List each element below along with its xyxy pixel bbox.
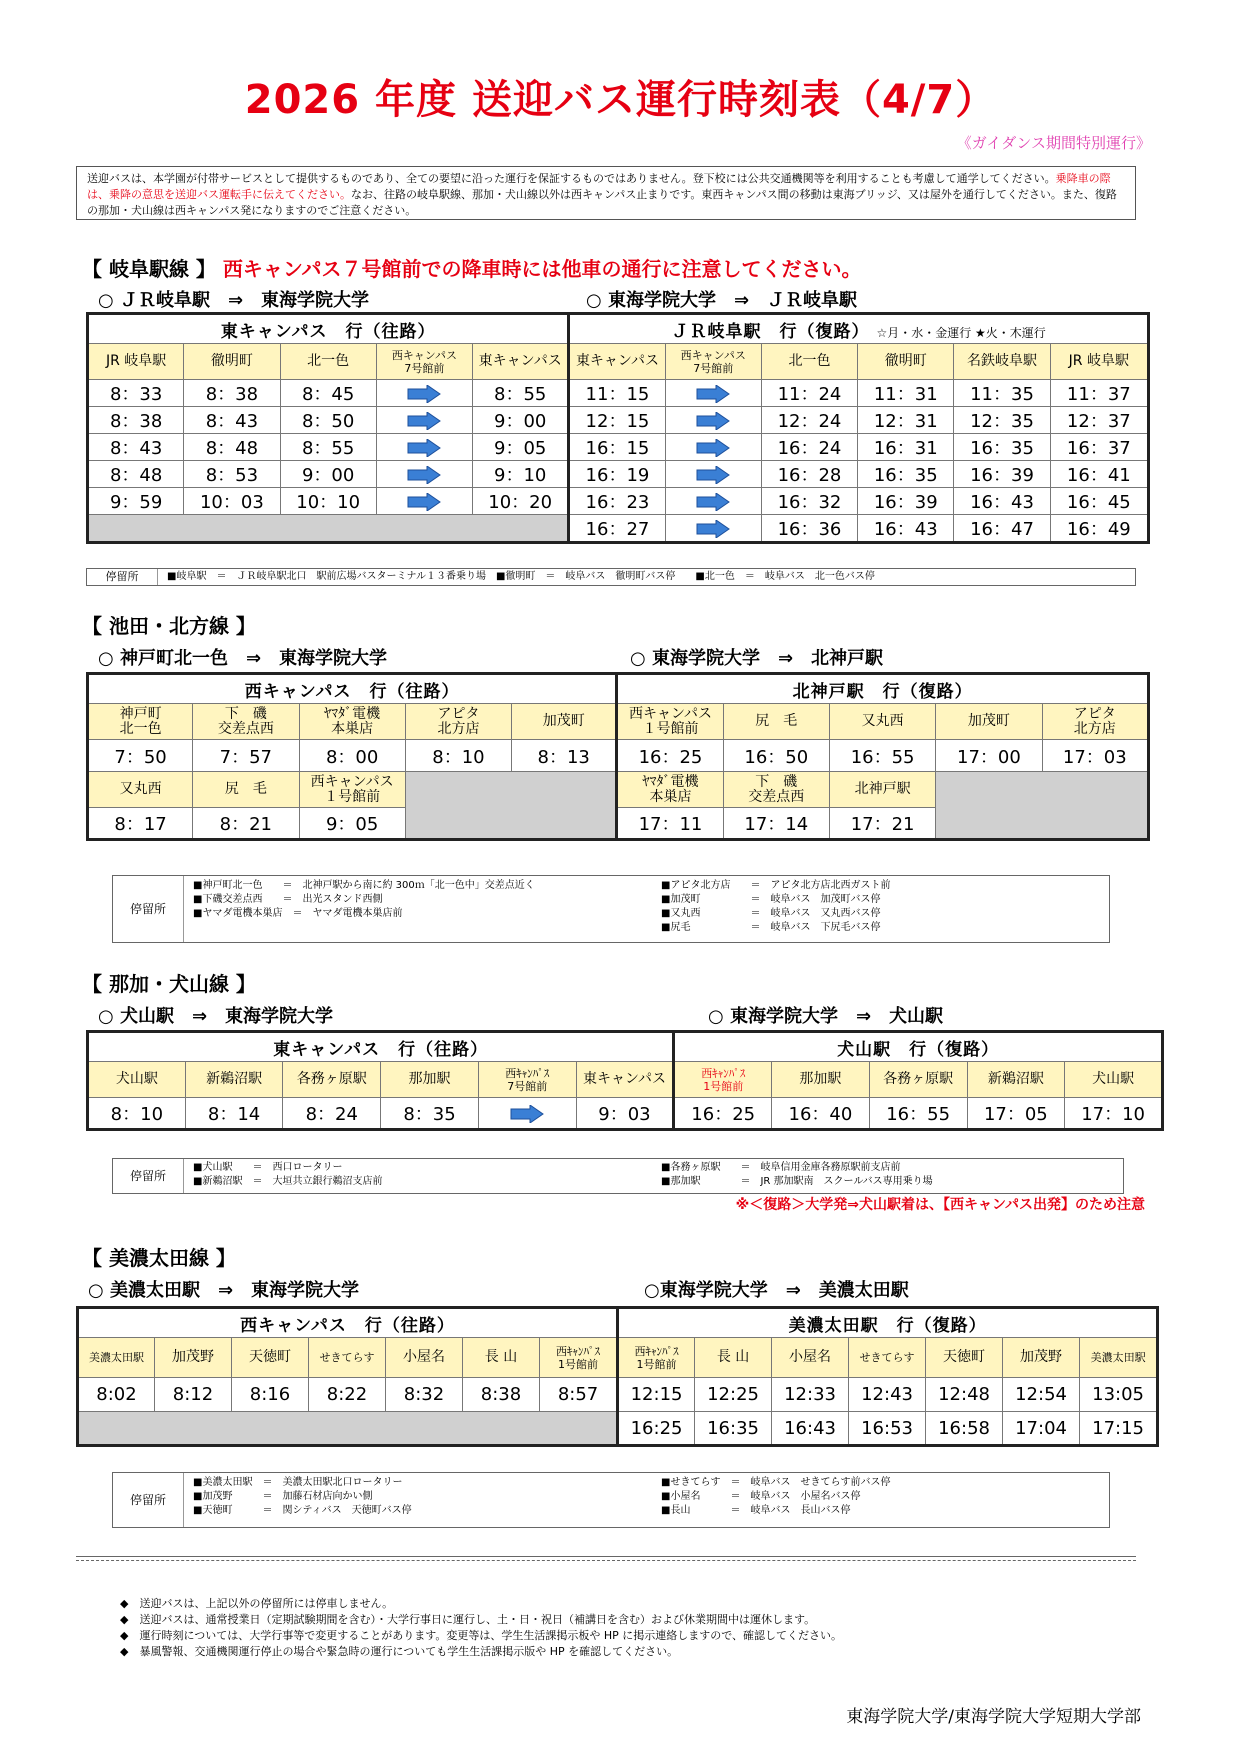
time-cell: 8：33	[88, 380, 184, 407]
station-header: せきてらす	[849, 1338, 926, 1378]
time-cell: 11：37	[1050, 380, 1148, 407]
station-header: 神戸町 北一色	[88, 704, 193, 740]
time-cell: 16：19	[569, 461, 665, 488]
station-header: 西キャンパス １号館前	[617, 704, 723, 740]
gifu-back-header-cell	[569, 314, 1149, 344]
station-header: 東キャンパス	[569, 344, 665, 380]
footer-note: ◆ 運行時刻については、大学行事等で変更することがあります。変更等は、学生生活課掲示板や HP に掲示連絡しますので、確認してください。	[120, 1629, 843, 1642]
empty-cell	[405, 772, 617, 840]
arrow-cell	[376, 407, 472, 434]
time-cell: 8：24	[283, 1098, 381, 1130]
naka-stops	[112, 1158, 1124, 1194]
divider-line	[76, 1556, 1136, 1557]
time-cell: 9：00	[473, 407, 569, 434]
time-cell: 12：37	[1050, 407, 1148, 434]
right-arrow-icon	[407, 466, 441, 484]
ikeda-route-back: ○ 東海学院大学 ⇒ 北神戸駅	[630, 648, 884, 669]
time-cell: 16：27	[569, 515, 665, 543]
station-header: アピタ 北方店	[405, 704, 511, 740]
station-header: 犬山駅	[1065, 1062, 1163, 1098]
time-cell: 16:25	[618, 1412, 695, 1446]
right-arrow-icon	[407, 412, 441, 430]
right-arrow-icon	[510, 1105, 544, 1123]
time-cell: 16：23	[569, 488, 665, 515]
station-header: 北一色	[280, 344, 376, 380]
time-cell: 16：15	[569, 434, 665, 461]
right-arrow-icon	[696, 520, 730, 538]
right-arrow-icon	[407, 439, 441, 457]
time-cell: 17：21	[829, 808, 935, 840]
stop-entry: ■天徳町 ＝ 関シティバス 天徳町バス停	[193, 1505, 412, 1516]
arrow-cell	[376, 434, 472, 461]
station-header: 下 磯 交差点西	[193, 704, 299, 740]
time-cell: 11：15	[569, 380, 665, 407]
ikeda-stops-left	[193, 879, 535, 921]
time-cell: 17：14	[723, 808, 829, 840]
ikeda-out-header: 西キャンパス 行（往路）	[88, 674, 617, 704]
footer-note: ◆ 暴風警報、交通機関運行停止の場合や緊急時の運行についても学生生活課掲示版や HP を確認してください。	[120, 1645, 679, 1658]
arrow-cell	[665, 407, 761, 434]
time-cell: 8:16	[232, 1378, 309, 1412]
ikeda-timetable	[86, 672, 1150, 841]
station-header: 西キャンパス 7号館前	[665, 344, 761, 380]
time-cell: 17：11	[617, 808, 723, 840]
stop-entry: ■又丸西 ＝ 岐阜バス 又丸西バス停	[661, 908, 881, 919]
mino-stops-label: 停留所	[113, 1473, 184, 1527]
time-cell: 16：32	[761, 488, 857, 515]
time-cell: 8：43	[184, 407, 280, 434]
gifu-back-header: ＪＲ岐阜駅 行（復路）	[671, 321, 870, 342]
time-cell: 8:32	[386, 1378, 463, 1412]
mino-heading: 【 美濃太田線 】	[82, 1246, 236, 1270]
time-cell: 16：35	[858, 461, 954, 488]
time-cell: 12:15	[618, 1378, 695, 1412]
station-header: 新鵜沼駅	[967, 1062, 1065, 1098]
time-cell: 8:57	[540, 1378, 618, 1412]
time-cell: 9：05	[299, 808, 405, 840]
station-header: 徹明町	[858, 344, 954, 380]
time-cell: 9：59	[88, 488, 184, 515]
mino-stops-left	[193, 1476, 412, 1518]
time-cell: 17:04	[1003, 1412, 1080, 1446]
station-header: 西ｷｬﾝﾊﾟｽ 7号館前	[478, 1062, 576, 1098]
time-cell: 7：50	[88, 740, 193, 772]
time-cell: 8：13	[512, 740, 617, 772]
time-cell: 16：43	[858, 515, 954, 543]
station-header: 西ｷｬﾝﾊﾟｽ 1号館前	[540, 1338, 618, 1378]
naka-heading: 【 那加・犬山線 】	[82, 972, 256, 996]
station-header: JR 岐阜駅	[88, 344, 184, 380]
time-cell: 11：24	[761, 380, 857, 407]
footer-note: ◆ 送迎バスは、通常授業日（定期試験期間を含む）・大学行事日に運行し、土・日・祝日（補講日を含む）および休業期間中は運休します。	[120, 1613, 816, 1626]
right-arrow-icon	[407, 493, 441, 511]
time-cell: 8：10	[405, 740, 511, 772]
notice-red-text: 乗降車の際は、乗降の意思を送迎バス運転手に伝えてください。	[87, 172, 1111, 201]
time-cell: 17：03	[1042, 740, 1148, 772]
time-cell: 16：36	[761, 515, 857, 543]
time-cell: 8：35	[381, 1098, 479, 1130]
mino-route-back: ○東海学院大学 ⇒ 美濃太田駅	[644, 1280, 909, 1301]
time-cell: 8：21	[193, 808, 299, 840]
naka-out-header: 東キャンパス 行（往路）	[88, 1032, 674, 1062]
right-arrow-icon	[696, 385, 730, 403]
arrow-cell	[376, 461, 472, 488]
time-cell: 8：55	[280, 434, 376, 461]
time-cell: 16：39	[954, 461, 1050, 488]
station-header: 美濃太田駅	[78, 1338, 155, 1378]
station-header: 小屋名	[772, 1338, 849, 1378]
station-header: 天徳町	[232, 1338, 309, 1378]
footer-note: ◆ 送迎バスは、上記以外の停留所には停車しません。	[120, 1597, 394, 1610]
time-cell: 12：24	[761, 407, 857, 434]
time-cell: 16：55	[869, 1098, 967, 1130]
ikeda-stops	[112, 875, 1110, 943]
station-header: 小屋名	[386, 1338, 463, 1378]
time-cell: 12:25	[695, 1378, 772, 1412]
mino-stops-right	[661, 1476, 890, 1518]
time-cell: 16：55	[829, 740, 935, 772]
time-cell: 9：05	[473, 434, 569, 461]
station-header: 各務ヶ原駅	[283, 1062, 381, 1098]
station-header: 北神戸駅	[829, 772, 935, 808]
time-cell: 16：37	[1050, 434, 1148, 461]
mino-timetable	[76, 1306, 1159, 1447]
station-header: 西キャンパス １号館前	[299, 772, 405, 808]
time-cell: 16：31	[858, 434, 954, 461]
time-cell: 12:54	[1003, 1378, 1080, 1412]
station-header: 東キャンパス	[576, 1062, 674, 1098]
naka-stops-right	[661, 1161, 933, 1189]
time-cell: 10：03	[184, 488, 280, 515]
time-cell: 10：20	[473, 488, 569, 515]
stop-entry: ■せきてらす ＝ 岐阜バス せきてらす前バス停	[661, 1477, 891, 1488]
stop-entry: ■尻毛 ＝ 岐阜バス 下尻毛バス停	[661, 922, 881, 933]
stop-entry: ■新鵜沼駅 ＝ 大垣共立銀行鵜沼支店前	[193, 1176, 383, 1187]
footer-notes	[120, 1596, 842, 1660]
stop-entry: ■神戸町北一色 ＝ 北神戸駅から南に約 300ｍ「北一色中」交差点近く	[193, 880, 535, 891]
time-cell: 12:43	[849, 1378, 926, 1412]
time-cell: 8：48	[184, 434, 280, 461]
arrow-cell	[665, 461, 761, 488]
time-cell: 16:43	[772, 1412, 849, 1446]
station-header: 西ｷｬﾝﾊﾟｽ 1号館前	[674, 1062, 772, 1098]
right-arrow-icon	[696, 466, 730, 484]
stop-entry: ■那加駅 ＝ JR 那加駅南 スクールバス専用乗り場	[661, 1176, 933, 1187]
time-cell: 12:33	[772, 1378, 849, 1412]
empty-cell	[936, 772, 1149, 840]
time-cell: 17：05	[967, 1098, 1065, 1130]
time-cell: 13:05	[1080, 1378, 1158, 1412]
time-cell: 16:35	[695, 1412, 772, 1446]
station-header: 美濃太田駅	[1080, 1338, 1158, 1378]
time-cell: 16：24	[761, 434, 857, 461]
time-cell: 9：00	[280, 461, 376, 488]
stop-entry: ■加茂町 ＝ 岐阜バス 加茂町バス停	[661, 894, 881, 905]
gifu-stops	[86, 568, 1136, 586]
right-arrow-icon	[696, 412, 730, 430]
time-cell: 8：38	[88, 407, 184, 434]
station-header: 加茂野	[1003, 1338, 1080, 1378]
time-cell: 16：40	[772, 1098, 870, 1130]
divider-line-2	[76, 1560, 1136, 1561]
stop-entry: ■ヤマダ電機本巣店 ＝ ヤマダ電機本巣店前	[193, 908, 403, 919]
time-cell: 8:22	[309, 1378, 386, 1412]
notice-box	[76, 166, 1136, 220]
time-cell: 16：43	[954, 488, 1050, 515]
gifu-timetable	[86, 312, 1150, 544]
arrow-cell	[478, 1098, 576, 1130]
time-cell: 8：14	[185, 1098, 283, 1130]
time-cell: 16:53	[849, 1412, 926, 1446]
page-title: 2026 年度 送迎バス運行時刻表（4/7）	[244, 77, 997, 123]
time-cell: 12：31	[858, 407, 954, 434]
arrow-cell	[665, 488, 761, 515]
station-header: 又丸西	[829, 704, 935, 740]
station-header: 天徳町	[926, 1338, 1003, 1378]
station-header: 徹明町	[184, 344, 280, 380]
station-header: 犬山駅	[88, 1062, 186, 1098]
stop-entry: ■小屋名 ＝ 岐阜バス 小屋名バス停	[661, 1491, 861, 1502]
ikeda-stops-label: 停留所	[113, 876, 184, 942]
station-header: 那加駅	[772, 1062, 870, 1098]
station-header: 加茂野	[155, 1338, 232, 1378]
arrow-cell	[376, 488, 472, 515]
stop-entry: ■美濃太田駅 ＝ 美濃太田駅北口ロータリー	[193, 1477, 403, 1488]
station-header: せきてらす	[309, 1338, 386, 1378]
notice-text-1: 送迎バスは、本学園が付帯サービスとして提供するものであり、全ての要望に沿った運行を保証するものではありません。登下校には公共交通機関等を利用することも考慮して通学してください。	[87, 172, 1056, 185]
naka-timetable	[86, 1030, 1164, 1131]
time-cell: 8：10	[88, 1098, 186, 1130]
station-header: 加茂町	[512, 704, 617, 740]
arrow-cell	[665, 434, 761, 461]
time-cell: 16:58	[926, 1412, 1003, 1446]
organization-name: 東海学院大学/東海学院大学短期大学部	[846, 1707, 1141, 1727]
station-header: 西キャンパス 7号館前	[376, 344, 472, 380]
gifu-stops-label: 停留所	[87, 569, 158, 585]
right-arrow-icon	[696, 493, 730, 511]
ikeda-heading: 【 池田・北方線 】	[82, 614, 256, 638]
station-header: 西ｷｬﾝﾊﾟｽ 1号館前	[618, 1338, 695, 1378]
time-cell: 17：10	[1065, 1098, 1163, 1130]
ikeda-stops-right	[661, 879, 890, 935]
time-cell: 8:38	[463, 1378, 540, 1412]
time-cell: 12：35	[954, 407, 1050, 434]
time-cell: 8：00	[299, 740, 405, 772]
station-header: 各務ヶ原駅	[869, 1062, 967, 1098]
time-cell: 8：53	[184, 461, 280, 488]
time-cell: 8：48	[88, 461, 184, 488]
time-cell: 17:15	[1080, 1412, 1158, 1446]
gifu-back-note: ☆月・水・金運行 ★火・木運行	[876, 325, 1046, 340]
gifu-route-back: ○ 東海学院大学 ⇒ ＪＲ岐阜駅	[586, 290, 858, 311]
station-header: ﾔﾏﾀﾞ電機 本巣店	[617, 772, 723, 808]
time-cell: 16：28	[761, 461, 857, 488]
time-cell: 12：15	[569, 407, 665, 434]
naka-back-header: 犬山駅 行（復路）	[674, 1032, 1163, 1062]
right-arrow-icon	[696, 439, 730, 457]
time-cell: 11：35	[954, 380, 1050, 407]
stop-entry: ■アピタ北方店 ＝ アピタ北方店北西ガスト前	[661, 880, 891, 891]
stop-entry: ■加茂野 ＝ 加藤石材店向かい側	[193, 1491, 373, 1502]
station-header: ﾔﾏﾀﾞ電機 本巣店	[299, 704, 405, 740]
stop-entry: ■各務ヶ原駅 ＝ 岐阜信用金庫各務原駅前支店前	[661, 1162, 901, 1173]
time-cell: 11：31	[858, 380, 954, 407]
time-cell: 8：45	[280, 380, 376, 407]
station-header: JR 岐阜駅	[1050, 344, 1148, 380]
page-subtitle: 《ガイダンス期間特別運行》	[956, 134, 1151, 152]
notice-text-2: なお、往路の岐阜駅線、那加・犬山線以外は西キャンパス止まりです。東西キャンパス間の移動は東海ブリッジ、又は屋外を通行してください。また、復路の那加・犬山線は西キャンパス発になりますのでご注意ください。	[87, 188, 1117, 217]
arrow-cell	[376, 380, 472, 407]
ikeda-back-header: 北神戸駅 行（復路）	[617, 674, 1149, 704]
time-cell: 16：45	[1050, 488, 1148, 515]
time-cell: 16：39	[858, 488, 954, 515]
naka-route-back: ○ 東海学院大学 ⇒ 犬山駅	[708, 1006, 944, 1027]
time-cell: 10：10	[280, 488, 376, 515]
naka-stops-label: 停留所	[113, 1159, 184, 1193]
time-cell: 12:48	[926, 1378, 1003, 1412]
gifu-note: 西キャンパス７号館前での降車時には他車の通行に注意してください。	[222, 257, 862, 281]
station-header: 下 磯 交差点西	[723, 772, 829, 808]
time-cell: 8：50	[280, 407, 376, 434]
station-header: 北一色	[761, 344, 857, 380]
time-cell: 16：25	[674, 1098, 772, 1130]
station-header: 東キャンパス	[473, 344, 569, 380]
naka-route-out: ○ 犬山駅 ⇒ 東海学院大学	[98, 1006, 334, 1027]
naka-warning: ※＜復路＞大学発⇒犬山駅着は、【西キャンパス出発】のため注意	[735, 1197, 1145, 1213]
naka-stops-left	[193, 1161, 382, 1189]
station-header: アピタ 北方店	[1042, 704, 1148, 740]
time-cell: 16：49	[1050, 515, 1148, 543]
station-header: 那加駅	[381, 1062, 479, 1098]
time-cell: 16：50	[723, 740, 829, 772]
station-header: 名鉄岐阜駅	[954, 344, 1050, 380]
mino-stops	[112, 1472, 1110, 1528]
time-cell: 8:02	[78, 1378, 155, 1412]
time-cell: 8：43	[88, 434, 184, 461]
time-cell: 8：55	[473, 380, 569, 407]
time-cell: 9：03	[576, 1098, 674, 1130]
empty-cell	[78, 1412, 618, 1446]
time-cell: 8：17	[88, 808, 193, 840]
time-cell: 16：35	[954, 434, 1050, 461]
mino-route-out: ○ 美濃太田駅 ⇒ 東海学院大学	[88, 1280, 360, 1301]
station-header: 又丸西	[88, 772, 193, 808]
time-cell: 16：41	[1050, 461, 1148, 488]
mino-back-header: 美濃太田駅 行（復路）	[618, 1308, 1158, 1338]
time-cell: 9：10	[473, 461, 569, 488]
arrow-cell	[665, 380, 761, 407]
stop-entry: ■下磯交差点西 ＝ 出光スタンド西側	[193, 894, 383, 905]
gifu-out-header: 東キャンパス 行（往路）	[88, 314, 569, 344]
ikeda-route-out: ○ 神戸町北一色 ⇒ 東海学院大学	[98, 648, 388, 669]
stop-entry: ■長山 ＝ 岐阜バス 長山バス停	[661, 1505, 851, 1516]
arrow-cell	[665, 515, 761, 543]
station-header: 尻 毛	[193, 772, 299, 808]
time-cell: 8：38	[184, 380, 280, 407]
time-cell: 7：57	[193, 740, 299, 772]
station-header: 尻 毛	[723, 704, 829, 740]
station-header: 長 山	[695, 1338, 772, 1378]
station-header: 加茂町	[936, 704, 1042, 740]
station-header: 長 山	[463, 1338, 540, 1378]
time-cell: 17：00	[936, 740, 1042, 772]
gifu-route-out: ○ ＪＲ岐阜駅 ⇒ 東海学院大学	[98, 290, 370, 311]
gifu-stops-text: ■岐阜駅 ＝ ＪＲ岐阜駅北口 駅前広場バスターミナル１３番乗り場 ■徹明町 ＝ 岐阜バス 徹明町バス停 ■北一色 ＝ 岐阜バス 北一色バス停	[167, 571, 875, 582]
time-cell: 8:12	[155, 1378, 232, 1412]
empty-cell	[88, 515, 569, 543]
time-cell: 16：25	[617, 740, 723, 772]
gifu-heading: 【 岐阜駅線 】	[82, 257, 216, 281]
time-cell: 16：47	[954, 515, 1050, 543]
mino-out-header: 西キャンパス 行（往路）	[78, 1308, 618, 1338]
right-arrow-icon	[407, 385, 441, 403]
stop-entry: ■犬山駅 ＝ 西口ロータリー	[193, 1162, 343, 1173]
gifu-section-heading	[82, 253, 862, 282]
station-header: 新鵜沼駅	[185, 1062, 283, 1098]
